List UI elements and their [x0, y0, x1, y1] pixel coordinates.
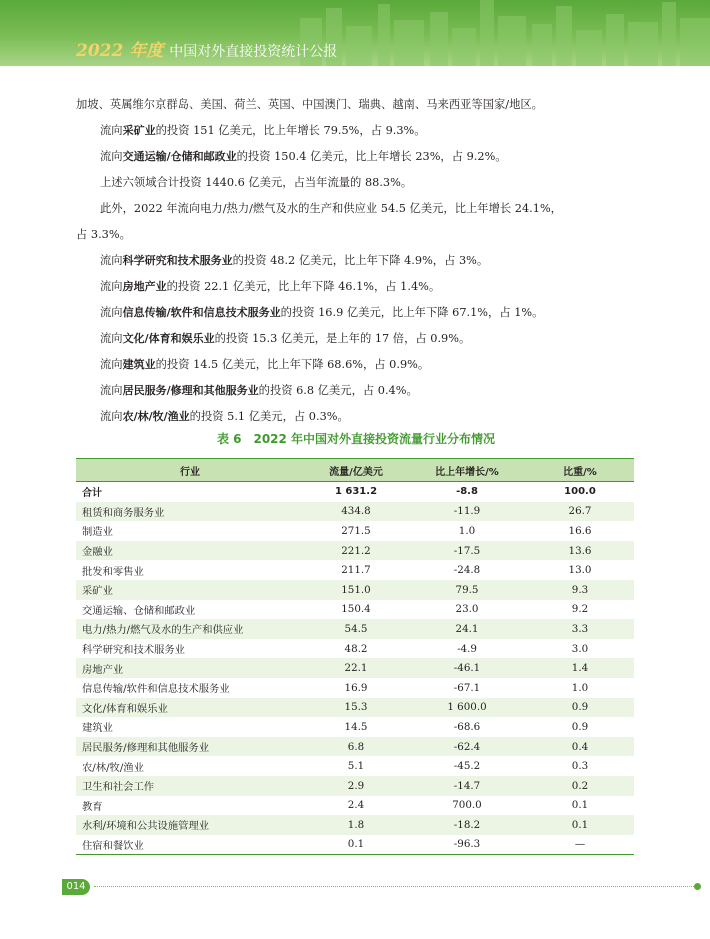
body-text [76, 92, 636, 430]
table-row [76, 639, 634, 659]
cell-growth: -68.6 [453, 720, 481, 733]
cell-flow: 1 631.2 [334, 486, 378, 498]
table-row [76, 737, 634, 757]
paragraph-text: 流向 [100, 332, 123, 345]
paragraph [76, 300, 636, 326]
cell-industry: 水利/环境和公共设施管理业 [76, 815, 304, 835]
paragraph [76, 404, 636, 430]
paragraph [76, 274, 636, 300]
cell-growth: -62.4 [408, 737, 526, 757]
table-header-row [76, 459, 634, 482]
paragraph-text: 的投资 16.9 亿美元，比上年下降 67.1%，占 1%。 [280, 306, 544, 319]
cell-growth: -24.8 [453, 564, 481, 577]
column-header-growth: 比上年增长/% [408, 459, 526, 482]
cell-share: 9.2 [571, 603, 589, 616]
cell-share: 16.6 [568, 524, 592, 537]
cell-flow: 150.4 [341, 603, 371, 616]
cell-industry: 文化/体育和娱乐业 [76, 698, 304, 718]
table-row [76, 521, 634, 541]
paragraph [76, 326, 636, 352]
paragraph-text: 流向 [100, 410, 123, 423]
cell-flow: 1.8 [304, 815, 408, 835]
cell-share: 26.7 [526, 502, 634, 522]
paragraph-text: 占 3.3%。 [76, 228, 131, 241]
table-row [76, 560, 634, 580]
cell-industry: 住宿和餐饮业 [76, 835, 304, 855]
cell-growth: -67.1 [453, 681, 481, 694]
paragraph-text: 流向 [100, 150, 123, 163]
paragraph-text: 上述六领域合计投资 1440.6 亿美元，占当年流量的 88.3%。 [100, 176, 413, 189]
table-row [76, 658, 634, 678]
paragraph [76, 352, 636, 378]
cell-share: 0.9 [526, 698, 634, 718]
cell-flow: 434.8 [304, 502, 408, 522]
industry-distribution-table [76, 458, 634, 855]
paragraph-text: 的投资 14.5 亿美元，比上年下降 68.6%，占 0.9%。 [155, 358, 430, 371]
footer-dot [694, 883, 701, 890]
paragraph-keyword: 交通运输/仓储和邮政业 [122, 150, 237, 163]
cell-industry: 农/林/牧/渔业 [82, 761, 144, 774]
paragraph [76, 144, 636, 170]
cell-industry: 合计 [82, 488, 102, 500]
cell-industry: 租赁和商务服务业 [76, 502, 304, 522]
cell-growth: -18.2 [408, 815, 526, 835]
cell-industry: 教育 [82, 800, 103, 813]
cell-industry: 制造业 [82, 526, 113, 539]
cell-share: — [526, 835, 634, 855]
cell-flow: 14.5 [344, 720, 368, 733]
paragraph [76, 196, 636, 222]
table-row [76, 502, 634, 522]
cell-growth: 24.1 [408, 619, 526, 639]
page-number: 014 [62, 879, 90, 895]
paragraph-keyword: 农/林/牧/渔业 [122, 410, 190, 423]
cell-growth: 1 600.0 [408, 698, 526, 718]
paragraph [76, 170, 636, 196]
cell-share: 1.4 [526, 658, 634, 678]
cell-share: 0.1 [571, 799, 589, 812]
table-row [76, 580, 634, 600]
paragraph-text: 流向 [100, 254, 123, 267]
table-body [76, 482, 634, 855]
paragraph-keyword: 文化/体育和娱乐业 [122, 332, 215, 345]
paragraph-text: 的投资 48.2 亿美元，比上年下降 4.9%，占 3%。 [232, 254, 489, 267]
cell-growth: 23.0 [455, 603, 479, 616]
cell-flow: 5.1 [347, 760, 365, 773]
cell-industry: 科学研究和技术服务业 [82, 644, 185, 657]
cell-industry: 电力/热力/燃气及水的生产和供应业 [76, 619, 304, 639]
table-row [76, 600, 634, 620]
table-row [76, 619, 634, 639]
cell-growth: -4.9 [457, 642, 477, 655]
cell-flow: 221.2 [304, 541, 408, 561]
paragraph-text: 此外，2022 年流向电力/热力/燃气及水的生产和供应业 54.5 亿美元，比上年增长 24.1%， [100, 202, 562, 215]
paragraph [76, 248, 636, 274]
paragraph [76, 92, 636, 118]
table-row [76, 796, 634, 816]
cell-share: 13.6 [526, 541, 634, 561]
table-row [76, 756, 634, 776]
paragraph-text: 流向 [100, 280, 123, 293]
cell-growth: 700.0 [452, 799, 482, 812]
cell-industry: 建筑业 [82, 722, 113, 735]
column-header-share: 比重/% [526, 459, 634, 482]
paragraph-keyword: 科学研究和技术服务业 [122, 254, 233, 267]
footer-divider [94, 886, 698, 887]
cell-flow: 2.4 [347, 799, 365, 812]
paragraph-keyword: 居民服务/修理和其他服务业 [122, 384, 259, 397]
cell-flow: 15.3 [304, 698, 408, 718]
cell-growth: -45.2 [453, 760, 481, 773]
cell-growth: -96.3 [408, 835, 526, 855]
paragraph-text: 流向 [100, 358, 123, 371]
cell-flow: 22.1 [304, 658, 408, 678]
cell-growth: -46.1 [408, 658, 526, 678]
cell-flow: 271.5 [341, 524, 371, 537]
header-banner [0, 0, 710, 66]
cell-flow: 0.1 [304, 835, 408, 855]
cell-share: 9.3 [526, 580, 634, 600]
cell-growth: -14.7 [408, 776, 526, 796]
cell-flow: 6.8 [304, 737, 408, 757]
cell-growth: 79.5 [408, 580, 526, 600]
cell-share: 0.1 [526, 815, 634, 835]
column-header-flow: 流量/亿美元 [304, 459, 408, 482]
cell-share: 0.9 [571, 720, 589, 733]
cell-growth: 1.0 [458, 524, 476, 537]
cell-industry: 房地产业 [76, 658, 304, 678]
cell-industry: 卫生和社会工作 [76, 776, 304, 796]
cell-share: 0.3 [571, 760, 589, 773]
report-header [76, 36, 338, 61]
table-row [76, 835, 634, 855]
table-row-total [76, 482, 634, 502]
cell-industry: 信息传输/软件和信息技术服务业 [82, 683, 230, 696]
cell-flow: 2.9 [304, 776, 408, 796]
table-row [76, 698, 634, 718]
cell-flow: 16.9 [344, 681, 368, 694]
paragraph-text: 流向 [100, 384, 123, 397]
paragraph-text: 的投资 5.1 亿美元，占 0.3%。 [189, 410, 349, 423]
paragraph-text: 加坡、英属维尔京群岛、美国、荷兰、英国、中国澳门、瑞典、越南、马来西亚等国家/地区。 [76, 98, 543, 111]
column-header-industry: 行业 [76, 459, 304, 482]
table-row [76, 541, 634, 561]
cell-share: 3.0 [571, 642, 589, 655]
paragraph-keyword: 房地产业 [122, 280, 167, 293]
paragraph [76, 118, 636, 144]
cell-share: 13.0 [568, 564, 592, 577]
cell-industry: 批发和零售业 [82, 565, 144, 578]
paragraph-text: 的投资 151 亿美元，比上年增长 79.5%，占 9.3%。 [155, 124, 426, 137]
paragraph-keyword: 采矿业 [122, 124, 156, 137]
paragraph [76, 222, 636, 248]
cell-growth: -17.5 [408, 541, 526, 561]
cell-industry: 居民服务/修理和其他服务业 [76, 737, 304, 757]
paragraph-keyword: 建筑业 [122, 358, 156, 371]
table-row [76, 815, 634, 835]
cell-growth: -8.8 [456, 486, 478, 498]
cell-industry: 金融业 [76, 541, 304, 561]
paragraph-text: 流向 [100, 306, 123, 319]
report-year: 2022 年度 [76, 41, 164, 61]
cell-share: 1.0 [571, 681, 589, 694]
cell-flow: 48.2 [344, 642, 368, 655]
report-name: 中国对外直接投资统计公报 [169, 44, 338, 60]
paragraph-keyword: 信息传输/软件和信息技术服务业 [122, 306, 281, 319]
cell-share: 0.4 [526, 737, 634, 757]
cell-growth: -11.9 [408, 502, 526, 522]
paragraph-text: 的投资 15.3 亿美元，是上年的 17 倍，占 0.9%。 [214, 332, 471, 345]
cell-flow: 211.7 [341, 564, 371, 577]
cell-share: 3.3 [526, 619, 634, 639]
table-title: 表 6 2022 年中国对外直接投资流量行业分布情况 [216, 432, 496, 446]
cell-flow: 54.5 [304, 619, 408, 639]
paragraph [76, 378, 636, 404]
table-row [76, 776, 634, 796]
paragraph-text: 的投资 22.1 亿美元，比上年下降 46.1%，占 1.4%。 [166, 280, 441, 293]
cell-flow: 151.0 [304, 580, 408, 600]
cell-industry: 交通运输、仓储和邮政业 [82, 604, 196, 617]
table-row [76, 717, 634, 737]
cell-industry: 采矿业 [76, 580, 304, 600]
paragraph-text: 的投资 150.4 亿美元，比上年增长 23%，占 9.2%。 [236, 150, 507, 163]
cell-share: 0.2 [526, 776, 634, 796]
table-row [76, 678, 634, 698]
paragraph-text: 的投资 6.8 亿美元，占 0.4%。 [258, 384, 418, 397]
cell-share: 100.0 [564, 486, 596, 498]
paragraph-text: 流向 [100, 124, 123, 137]
